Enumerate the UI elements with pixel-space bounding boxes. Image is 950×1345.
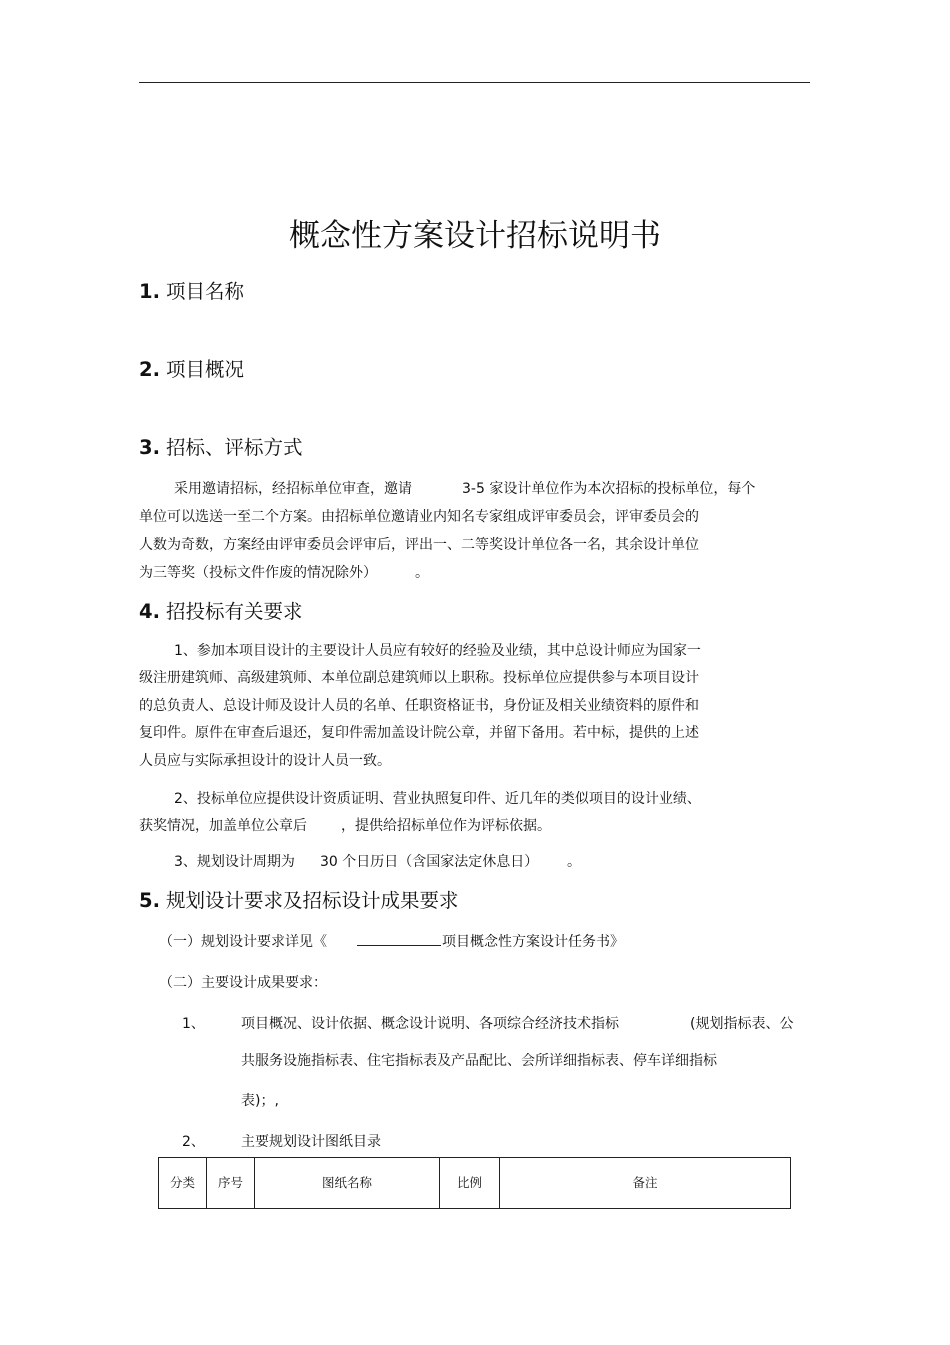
table-header-cell: 备注 xyxy=(500,1158,791,1209)
s4-line-6: 2、投标单位应提供设计资质证明、营业执照复印件、近几年的类似项目的设计业绩、 xyxy=(174,791,701,807)
s3-line-4: 为三等奖（投标文件作废的情况除外） xyxy=(139,565,377,581)
s5-item-1-line-2: 共服务设施指标表、住宅指标表及产品配比、会所详细指标表、停车详细指标 xyxy=(241,1053,717,1069)
section-number: 5. xyxy=(139,889,160,912)
section-title: 规划设计要求及招标设计成果要求 xyxy=(165,889,459,912)
s4-line-8a: 3、规划设计周期为 xyxy=(174,854,295,870)
s4-line-4: 复印件。原件在审查后退还，复印件需加盖设计院公章，并留下备用。若中标，提供的上述 xyxy=(139,725,699,741)
s3-line-3: 人数为奇数，方案经由评审委员会评审后，评出一、二等奖设计单位各一名，其余设计单位 xyxy=(139,537,699,553)
section-title: 项目概况 xyxy=(165,358,244,381)
s4-line-1: 1、参加本项目设计的主要设计人员应有较好的经验及业绩，其中总设计师应为国家一 xyxy=(174,643,701,659)
s3-line-4-end: 。 xyxy=(415,565,429,581)
table-header-cell: 分类 xyxy=(159,1158,207,1209)
s5-item-2-text: 主要规划设计图纸目录 xyxy=(241,1134,381,1150)
s5-item-1-num: 1、 xyxy=(182,1016,205,1032)
section-heading-1 xyxy=(139,276,244,304)
section-number: 1. xyxy=(139,280,160,303)
s5-item-1-line-3: 表)；, xyxy=(241,1093,279,1109)
s4-line-7a: 获奖情况，加盖单位公章后 xyxy=(139,818,307,834)
s4-line-3: 的总负责人、总设计师及设计人员的名单、任职资格证书，身份证及相关业绩资料的原件和 xyxy=(139,698,699,714)
header-rule xyxy=(139,82,810,83)
fill-in-blank xyxy=(357,932,441,946)
s5-item-1-line-1b: (规划指标表、公 xyxy=(690,1016,794,1032)
section-title: 招标、评标方式 xyxy=(165,436,303,459)
section-heading-4 xyxy=(139,596,303,624)
s4-line-8c: 。 xyxy=(567,854,581,870)
s5-req-1 xyxy=(357,931,624,951)
table-header-cell: 序号 xyxy=(207,1158,255,1209)
drawing-list-table xyxy=(158,1157,791,1209)
section-number: 3. xyxy=(139,436,160,459)
s4-line-5: 人员应与实际承担设计的设计人员一致。 xyxy=(139,753,391,769)
table-header-cell: 比例 xyxy=(440,1158,500,1209)
section-number: 2. xyxy=(139,358,160,381)
s4-line-7b: ，提供给招标单位作为评标依据。 xyxy=(341,818,551,834)
s5-req-1-prefix: （一）规划设计要求详见《 xyxy=(159,934,327,950)
table-header-cell: 图纸名称 xyxy=(255,1158,440,1209)
section-title: 项目名称 xyxy=(165,280,244,303)
section-title: 招投标有关要求 xyxy=(165,600,303,623)
s5-req-1-suffix: 项目概念性方案设计任务书》 xyxy=(442,934,624,950)
section-heading-3 xyxy=(139,432,303,460)
s5-item-2-num: 2、 xyxy=(182,1134,205,1150)
s4-line-8b: 30 个日历日（含国家法定休息日） xyxy=(320,854,539,870)
section-heading-2 xyxy=(139,354,244,382)
s5-item-1-line-1a: 项目概况、设计依据、概念设计说明、各项综合经济技术指标 xyxy=(241,1016,619,1032)
s3-line-2: 单位可以选送一至二个方案。由招标单位邀请业内知名专家组成评审委员会，评审委员会的 xyxy=(139,509,699,525)
s3-line-1a: 采用邀请招标，经招标单位审查，邀请 xyxy=(174,481,412,497)
section-number: 4. xyxy=(139,600,160,623)
table-header-row xyxy=(159,1158,791,1209)
s3-line-1b: 3-5 家设计单位作为本次招标的投标单位，每个 xyxy=(462,481,756,497)
s4-line-2: 级注册建筑师、高级建筑师、本单位副总建筑师以上职称。投标单位应提供参与本项目设计 xyxy=(139,670,699,686)
s5-req-2: （二）主要设计成果要求： xyxy=(159,975,327,991)
document-title: 概念性方案设计招标说明书 xyxy=(289,218,661,254)
section-heading-5 xyxy=(139,885,459,913)
